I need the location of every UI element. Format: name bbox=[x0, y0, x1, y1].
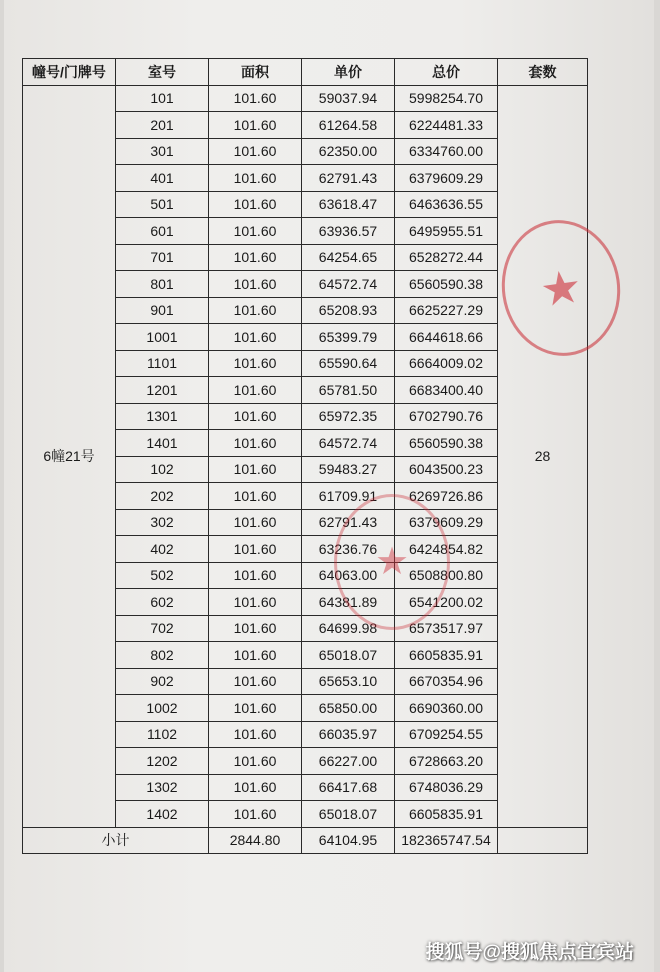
area-cell: 101.60 bbox=[209, 297, 302, 324]
total-price-cell: 6560590.38 bbox=[395, 271, 498, 298]
area-cell: 101.60 bbox=[209, 748, 302, 775]
total-price-cell: 6528272.44 bbox=[395, 244, 498, 271]
unit-price-cell: 65018.07 bbox=[302, 642, 395, 669]
unit-price-cell: 64572.74 bbox=[302, 430, 395, 457]
unit-price-cell: 61709.91 bbox=[302, 483, 395, 510]
header-unit-count: 套数 bbox=[498, 59, 588, 86]
total-price-cell: 6664009.02 bbox=[395, 350, 498, 377]
area-cell: 101.60 bbox=[209, 483, 302, 510]
area-cell: 101.60 bbox=[209, 112, 302, 139]
total-price-cell: 6379609.29 bbox=[395, 509, 498, 536]
room-cell: 1302 bbox=[116, 774, 209, 801]
total-price-cell: 6605835.91 bbox=[395, 801, 498, 828]
area-cell: 101.60 bbox=[209, 271, 302, 298]
unit-price-cell: 65781.50 bbox=[302, 377, 395, 404]
unit-price-cell: 65018.07 bbox=[302, 801, 395, 828]
total-price-cell: 6224481.33 bbox=[395, 112, 498, 139]
total-price-cell: 6269726.86 bbox=[395, 483, 498, 510]
total-price-cell: 6690360.00 bbox=[395, 695, 498, 722]
total-price-cell: 6573517.97 bbox=[395, 615, 498, 642]
area-cell: 101.60 bbox=[209, 350, 302, 377]
unit-price-cell: 64699.98 bbox=[302, 615, 395, 642]
room-cell: 601 bbox=[116, 218, 209, 245]
table-header-row bbox=[23, 59, 588, 86]
area-cell: 101.60 bbox=[209, 536, 302, 563]
star-icon: ★ bbox=[374, 541, 410, 583]
header-room: 室号 bbox=[116, 59, 209, 86]
total-price-cell: 6702790.76 bbox=[395, 403, 498, 430]
unit-price-cell: 63618.47 bbox=[302, 191, 395, 218]
total-price-cell: 6495955.51 bbox=[395, 218, 498, 245]
unit-price-cell: 61264.58 bbox=[302, 112, 395, 139]
unit-price-cell: 62350.00 bbox=[302, 138, 395, 165]
price-list-table bbox=[22, 58, 588, 854]
area-cell: 101.60 bbox=[209, 642, 302, 669]
subtotal-label: 小计 bbox=[23, 827, 209, 854]
room-cell: 801 bbox=[116, 271, 209, 298]
total-price-cell: 6728663.20 bbox=[395, 748, 498, 775]
document-page bbox=[4, 0, 654, 972]
room-cell: 202 bbox=[116, 483, 209, 510]
subtotal-empty-cell bbox=[498, 827, 588, 854]
subtotal-row bbox=[23, 827, 588, 854]
total-price-cell: 6424854.82 bbox=[395, 536, 498, 563]
room-cell: 1202 bbox=[116, 748, 209, 775]
room-cell: 602 bbox=[116, 589, 209, 616]
unit-price-cell: 66417.68 bbox=[302, 774, 395, 801]
total-price-cell: 6508800.80 bbox=[395, 562, 498, 589]
unit-price-cell: 64572.74 bbox=[302, 271, 395, 298]
total-price-cell: 6625227.29 bbox=[395, 297, 498, 324]
room-cell: 102 bbox=[116, 456, 209, 483]
total-price-cell: 6560590.38 bbox=[395, 430, 498, 457]
table-row bbox=[23, 85, 588, 112]
unit-price-cell: 66227.00 bbox=[302, 748, 395, 775]
unit-price-cell: 64063.00 bbox=[302, 562, 395, 589]
unit-price-cell: 65972.35 bbox=[302, 403, 395, 430]
total-price-cell: 6541200.02 bbox=[395, 589, 498, 616]
area-cell: 101.60 bbox=[209, 668, 302, 695]
subtotal-total-price: 182365747.54 bbox=[395, 827, 498, 854]
room-cell: 201 bbox=[116, 112, 209, 139]
room-cell: 802 bbox=[116, 642, 209, 669]
unit-price-cell: 63236.76 bbox=[302, 536, 395, 563]
area-cell: 101.60 bbox=[209, 774, 302, 801]
area-cell: 101.60 bbox=[209, 721, 302, 748]
room-cell: 1301 bbox=[116, 403, 209, 430]
room-cell: 1201 bbox=[116, 377, 209, 404]
room-cell: 1002 bbox=[116, 695, 209, 722]
unit-price-cell: 65850.00 bbox=[302, 695, 395, 722]
room-cell: 501 bbox=[116, 191, 209, 218]
header-area: 面积 bbox=[209, 59, 302, 86]
building-cell: 6幢21号 bbox=[23, 85, 116, 827]
watermark-text: 搜狐号@搜狐焦点宜宾站 bbox=[425, 942, 634, 963]
area-cell: 101.60 bbox=[209, 244, 302, 271]
area-cell: 101.60 bbox=[209, 509, 302, 536]
room-cell: 402 bbox=[116, 536, 209, 563]
room-cell: 301 bbox=[116, 138, 209, 165]
subtotal-area: 2844.80 bbox=[209, 827, 302, 854]
area-cell: 101.60 bbox=[209, 615, 302, 642]
unit-price-cell: 62791.43 bbox=[302, 165, 395, 192]
area-cell: 101.60 bbox=[209, 138, 302, 165]
area-cell: 101.60 bbox=[209, 191, 302, 218]
header-unit-price: 单价 bbox=[302, 59, 395, 86]
header-total-price: 总价 bbox=[395, 59, 498, 86]
area-cell: 101.60 bbox=[209, 562, 302, 589]
total-price-cell: 6605835.91 bbox=[395, 642, 498, 669]
total-price-cell: 6748036.29 bbox=[395, 774, 498, 801]
unit-price-cell: 65399.79 bbox=[302, 324, 395, 351]
room-cell: 401 bbox=[116, 165, 209, 192]
room-cell: 1102 bbox=[116, 721, 209, 748]
total-price-cell: 6334760.00 bbox=[395, 138, 498, 165]
room-cell: 901 bbox=[116, 297, 209, 324]
room-cell: 1402 bbox=[116, 801, 209, 828]
total-price-cell: 6683400.40 bbox=[395, 377, 498, 404]
area-cell: 101.60 bbox=[209, 218, 302, 245]
total-price-cell: 6379609.29 bbox=[395, 165, 498, 192]
total-price-cell: 6709254.55 bbox=[395, 721, 498, 748]
room-cell: 1401 bbox=[116, 430, 209, 457]
area-cell: 101.60 bbox=[209, 456, 302, 483]
room-cell: 502 bbox=[116, 562, 209, 589]
unit-price-cell: 62791.43 bbox=[302, 509, 395, 536]
unit-price-cell: 65208.93 bbox=[302, 297, 395, 324]
unit-price-cell: 59483.27 bbox=[302, 456, 395, 483]
area-cell: 101.60 bbox=[209, 801, 302, 828]
area-cell: 101.60 bbox=[209, 324, 302, 351]
total-price-cell: 6043500.23 bbox=[395, 456, 498, 483]
area-cell: 101.60 bbox=[209, 403, 302, 430]
room-cell: 101 bbox=[116, 85, 209, 112]
subtotal-unit-price: 64104.95 bbox=[302, 827, 395, 854]
room-cell: 702 bbox=[116, 615, 209, 642]
area-cell: 101.60 bbox=[209, 589, 302, 616]
table-body bbox=[23, 85, 588, 827]
room-cell: 701 bbox=[116, 244, 209, 271]
unit-count-cell: 28 bbox=[498, 85, 588, 827]
area-cell: 101.60 bbox=[209, 85, 302, 112]
room-cell: 1001 bbox=[116, 324, 209, 351]
room-cell: 302 bbox=[116, 509, 209, 536]
area-cell: 101.60 bbox=[209, 377, 302, 404]
unit-price-cell: 65653.10 bbox=[302, 668, 395, 695]
unit-price-cell: 63936.57 bbox=[302, 218, 395, 245]
room-cell: 902 bbox=[116, 668, 209, 695]
header-building: 幢号/门牌号 bbox=[23, 59, 116, 86]
unit-price-cell: 65590.64 bbox=[302, 350, 395, 377]
unit-price-cell: 59037.94 bbox=[302, 85, 395, 112]
star-icon: ★ bbox=[536, 259, 586, 317]
area-cell: 101.60 bbox=[209, 430, 302, 457]
total-price-cell: 6670354.96 bbox=[395, 668, 498, 695]
area-cell: 101.60 bbox=[209, 165, 302, 192]
total-price-cell: 6463636.55 bbox=[395, 191, 498, 218]
unit-price-cell: 66035.97 bbox=[302, 721, 395, 748]
total-price-cell: 5998254.70 bbox=[395, 85, 498, 112]
total-price-cell: 6644618.66 bbox=[395, 324, 498, 351]
area-cell: 101.60 bbox=[209, 695, 302, 722]
unit-price-cell: 64381.89 bbox=[302, 589, 395, 616]
unit-price-cell: 64254.65 bbox=[302, 244, 395, 271]
room-cell: 1101 bbox=[116, 350, 209, 377]
